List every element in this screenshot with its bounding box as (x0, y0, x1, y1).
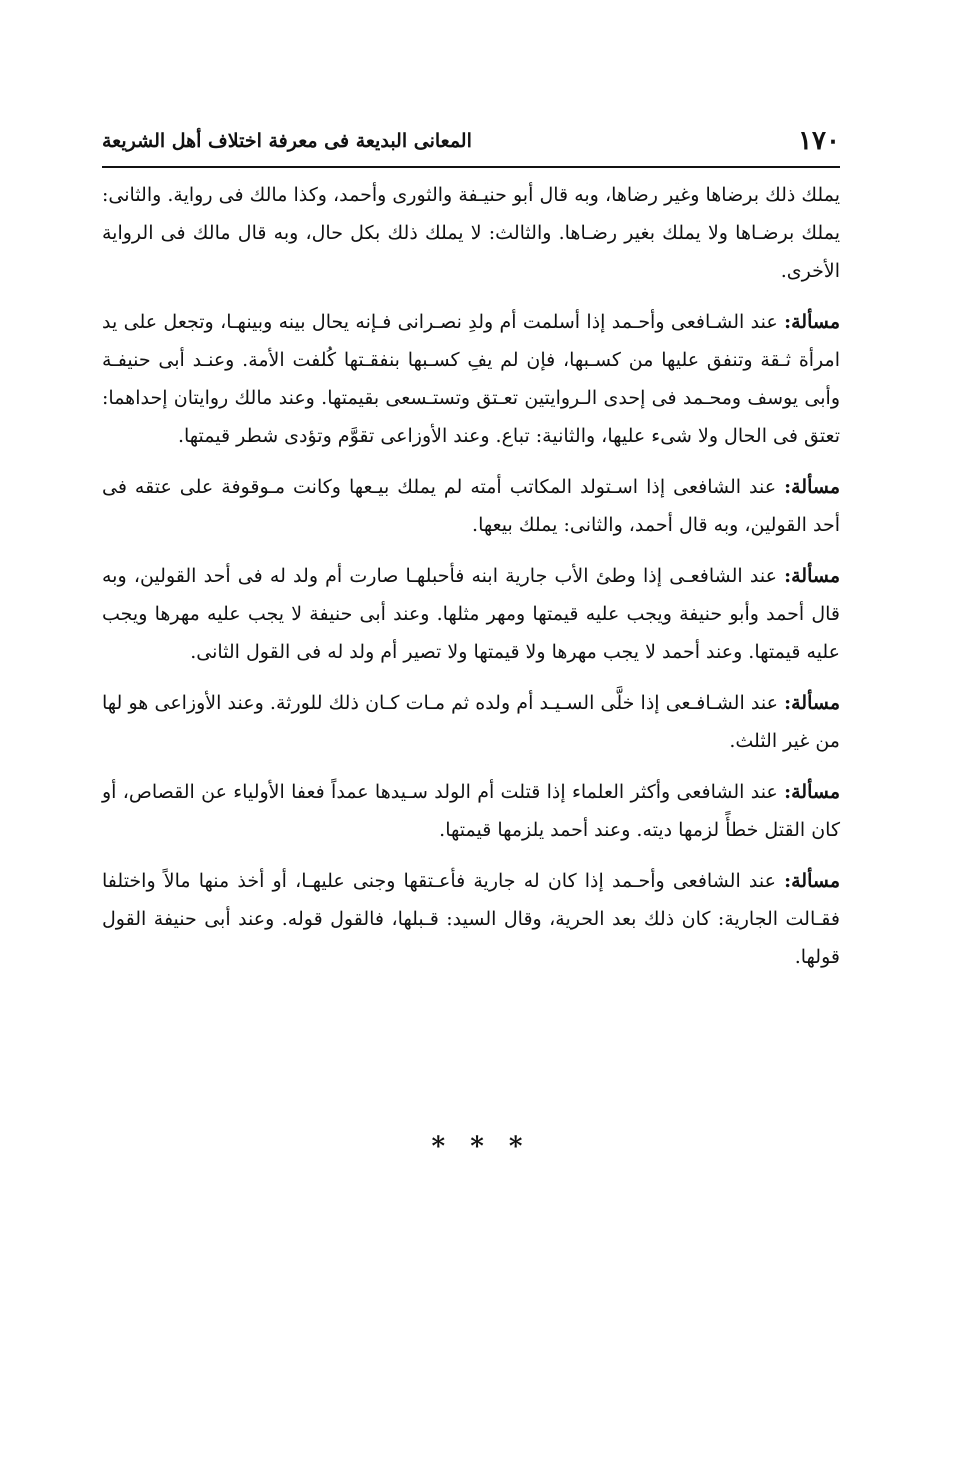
paragraph-text: عند الشافعـى إذا وطئ الأب جارية ابنه فأحبلهـا صارت أم ولد له فى أحد القولين، وبه قال أحمد وأبو حنيفة ويجب عليه قيمتها ومهر مثلها. وعند أبى حنيفة لا يجب عليه مهرها ويجب عليه قيمتها. وعند أحمد لا يجب مهرها ولا قيمتها ولا تصير أم ولد له فى القول الثانى. (102, 565, 840, 663)
section-end-asterisks: * * * (431, 1132, 531, 1162)
paragraph-masala (102, 773, 840, 849)
paragraph-text: يملك ذلك برضاها وغير رضاها، وبه قال أبو حنيـفة والثورى وأحمد، وكذا مالك فى رواية. والثانى: يملك برضـاها ولا يملك بغير رضـاها. والثالث: لا يملك ذلك بكل حال، وبه قال مالك فى الرواية الأخرى. (102, 184, 840, 282)
running-title: المعانى البديعة فى معرفة اختلاف أهل الشريعة (102, 130, 472, 152)
paragraph-masala (102, 684, 840, 760)
paragraph-term: مسألة: (784, 476, 840, 498)
paragraph-continuation (102, 176, 840, 290)
paragraph-term: مسألة: (784, 692, 840, 714)
paragraph-term: مسألة: (784, 565, 840, 587)
paragraph-term: مسألة: (784, 781, 840, 803)
page-body (102, 176, 840, 989)
paragraph-text: عند الشافعى وأكثر العلماء إذا قتلت أم الولد سـيدها عمداً فعفا الأولياء عن القصاص، أو كان القتل خطأً لزمها ديته. وعند أحمد يلزمها قيمتها. (102, 781, 840, 841)
paragraph-term: مسألة: (784, 311, 840, 333)
paragraph-masala (102, 303, 840, 455)
paragraph-term: مسألة: (784, 870, 840, 892)
paragraph-masala (102, 862, 840, 976)
paragraph-masala (102, 557, 840, 671)
paragraph-text: عند الشـافعى وأحـمد إذا أسلمت أم ولدِ نصـرانى فـإنه يحال بينه وبينهـا، وتجعل على يد امرأة ثـقة وتنفق عليها من كسـبها، فإن لم يفِ كسـبها بنفقـتها كُلفت الأمة. وعنـد أبى حنيفـة وأبى يوسف ومحـمد فى إحدى الـروايتين تعـتق وتستـسعى بقيمتها. وعند مالك روايتان إحداهما: تعتق فى الحال ولا شىء عليها، والثانية: تباع. وعند الأوزاعى تقوَّم وتؤدى شطر قيمتها. (102, 311, 840, 447)
page-header (102, 122, 840, 168)
page-number: ١٧٠ (798, 126, 840, 156)
header-rule (102, 166, 840, 168)
paragraph-text: عند الشـافـعى إذا خلَّى السـيـد أم ولده ثم مـات كـان ذلك للورثة. وعند الأوزاعى هو لها من غير الثلث. (102, 692, 840, 752)
paragraph-masala (102, 468, 840, 544)
paragraph-text: عند الشافعى وأحـمد إذا كان له جارية فأعـتقها وجنى عليهـا، أو أخذ منها مالاً واختلفا فقـالت الجارية: كان ذلك بعد الحرية، وقال السيد: قـبلها، فالقول قوله. وعند أبى حنيفة القول قولها. (102, 870, 840, 968)
paragraph-text: عند الشافعى إذا اسـتولد المكاتب أمته لم يملك بيـعها وكانت مـوقوفة على عتقه فى أحد القولين، وبه قال أحمد، والثانى: يملك بيعها. (102, 476, 840, 536)
